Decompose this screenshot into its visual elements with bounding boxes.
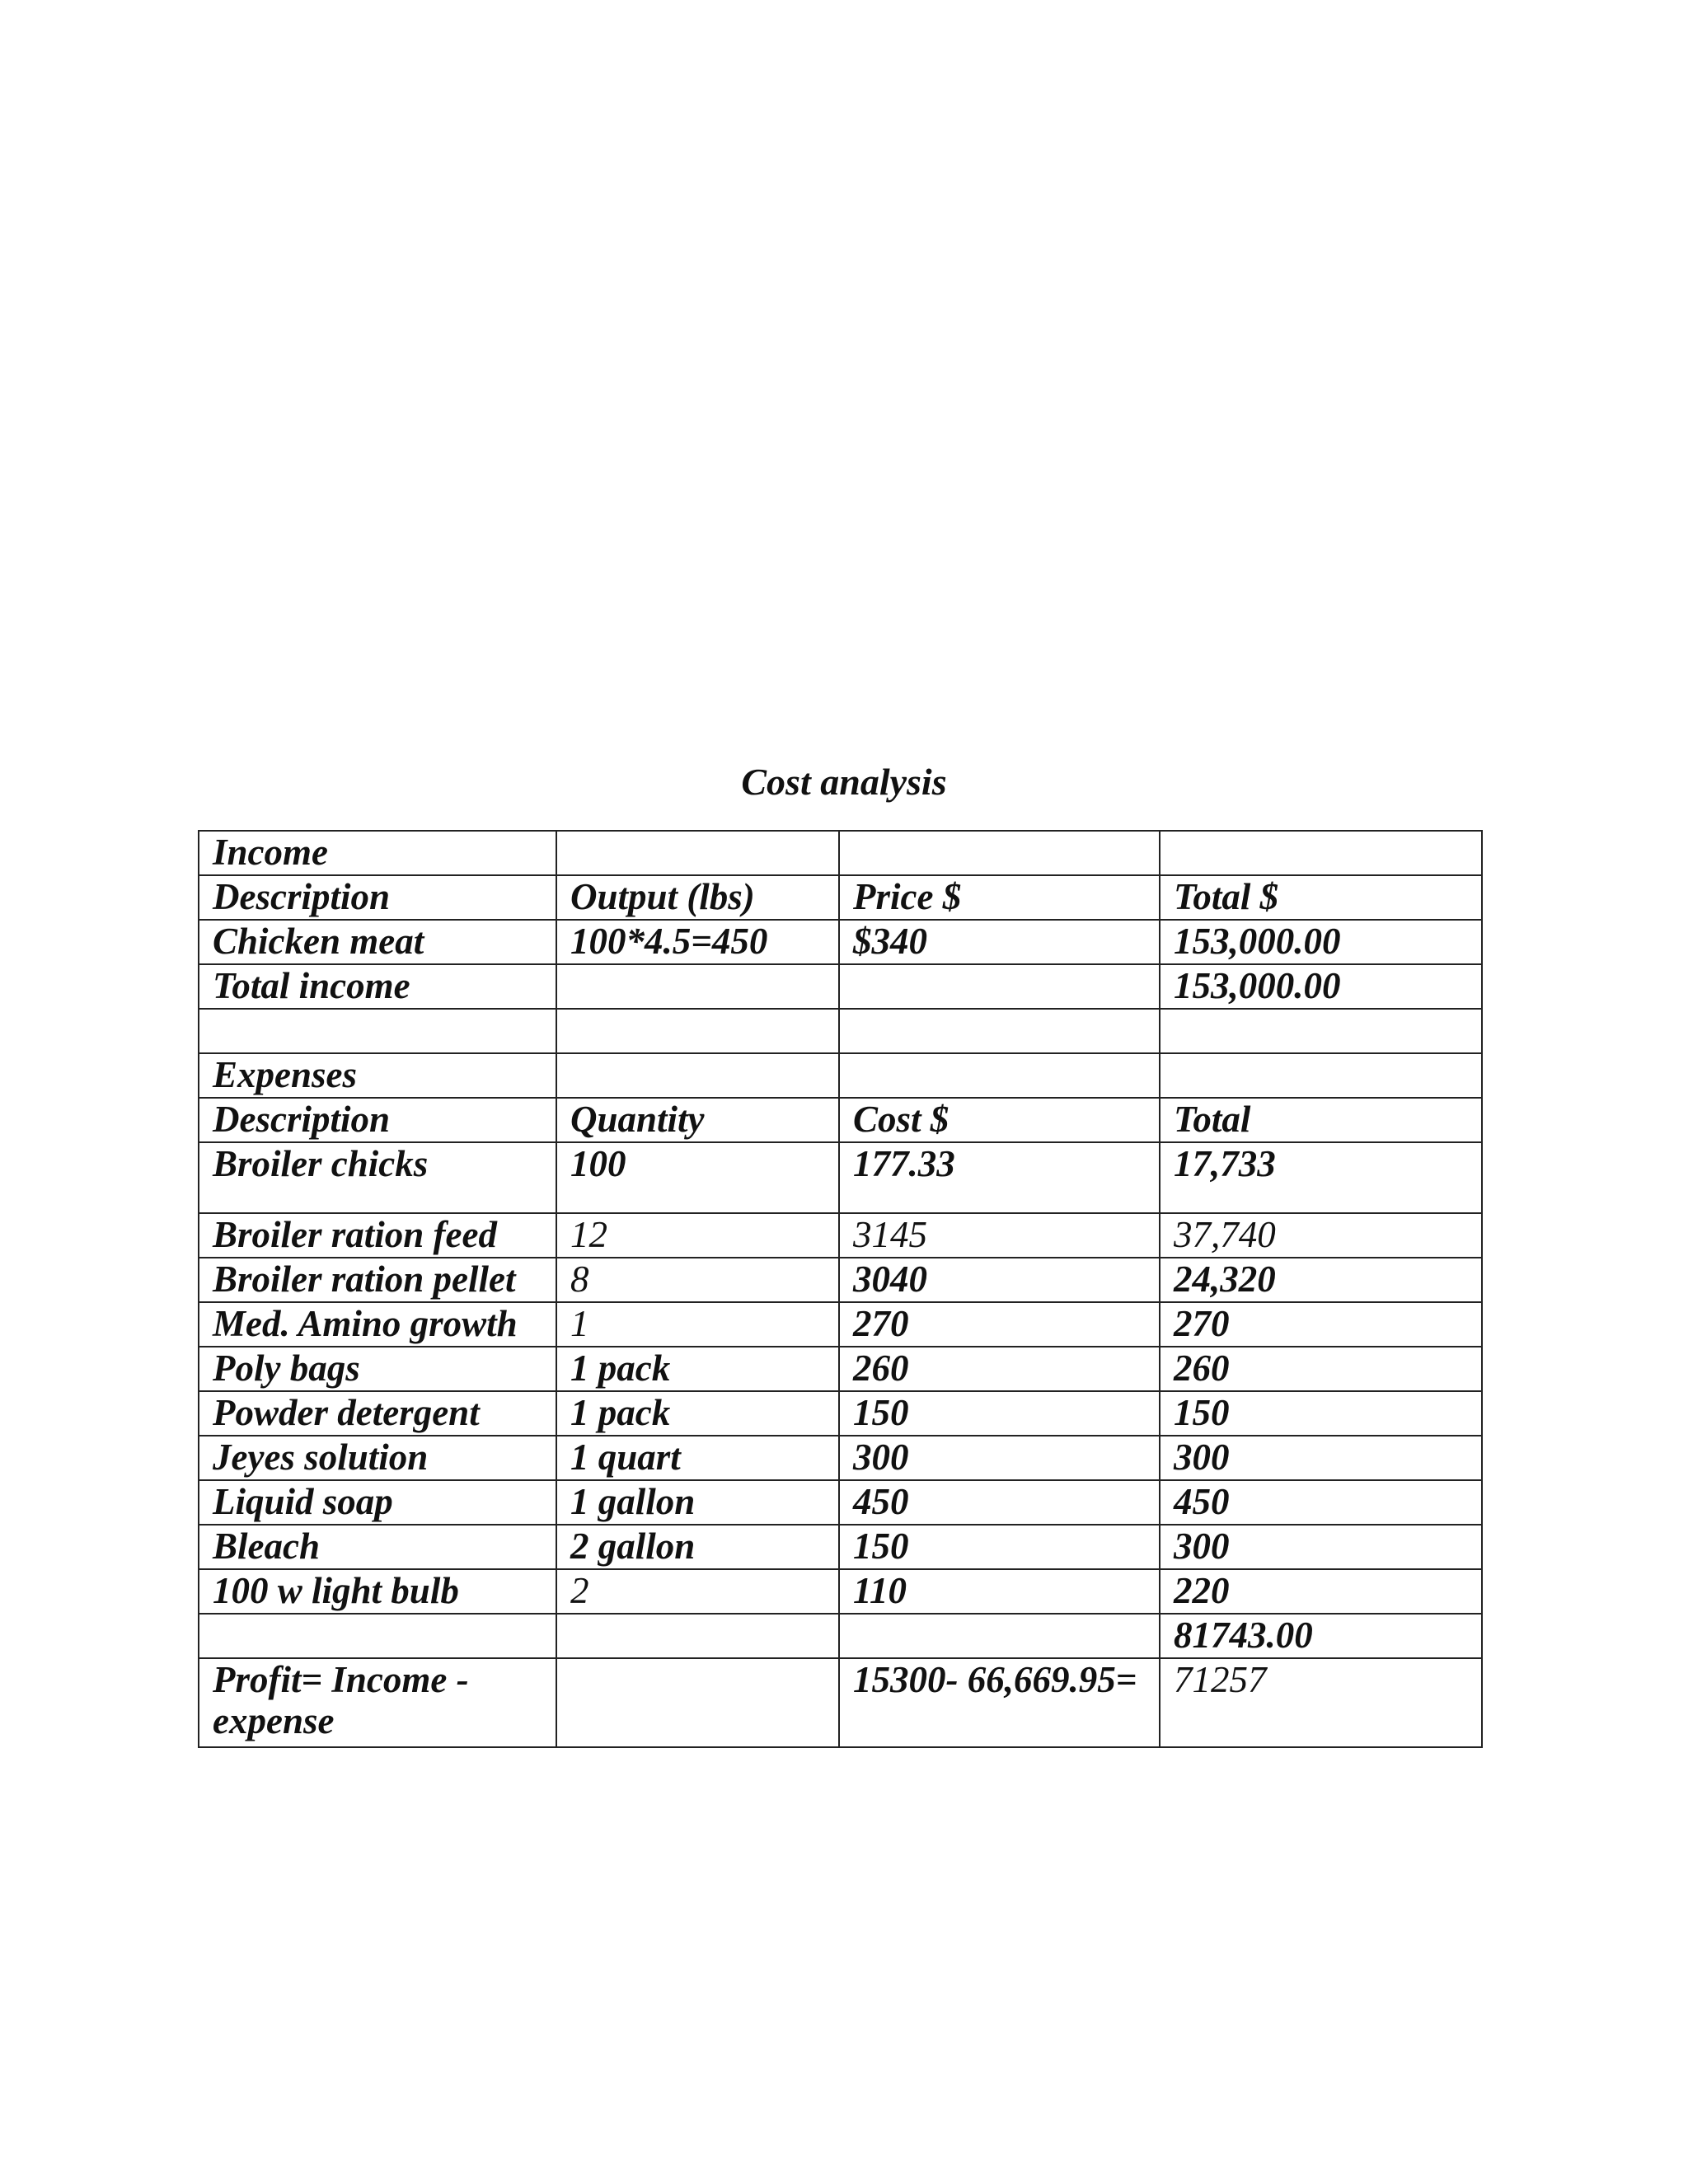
table-cell: 1 pack — [556, 1391, 839, 1436]
table-cell: 270 — [1160, 1302, 1482, 1347]
table-cell: 1 quart — [556, 1436, 839, 1480]
table-cell — [839, 1009, 1160, 1053]
table-cell: 260 — [839, 1347, 1160, 1391]
table-cell: 150 — [839, 1391, 1160, 1436]
table-cell: Quantity — [556, 1098, 839, 1142]
cost-analysis-table — [198, 830, 1483, 1748]
table-cell: 100 w light bulb — [199, 1569, 556, 1614]
table-row — [199, 831, 1482, 875]
table-cell — [199, 1009, 556, 1053]
table-cell: Description — [199, 1098, 556, 1142]
table-cell: 260 — [1160, 1347, 1482, 1391]
document-title: Cost analysis — [741, 761, 947, 803]
table-row — [199, 1098, 1482, 1142]
table-row — [199, 1480, 1482, 1525]
table-cell — [1160, 1009, 1482, 1053]
table-cell: 24,320 — [1160, 1258, 1482, 1302]
table-cell: Bleach — [199, 1525, 556, 1569]
table-row — [199, 1009, 1482, 1053]
table-cell — [839, 1053, 1160, 1098]
table-cell — [556, 1614, 839, 1658]
table-cell: 300 — [1160, 1436, 1482, 1480]
table-cell — [556, 1053, 839, 1098]
table-cell: $340 — [839, 920, 1160, 964]
table-cell: 1 gallon — [556, 1480, 839, 1525]
table-cell: 3040 — [839, 1258, 1160, 1302]
table-cell — [1160, 831, 1482, 875]
table-cell: 15300- 66,669.95= — [839, 1658, 1160, 1747]
table-cell — [556, 964, 839, 1009]
table-cell: 153,000.00 — [1160, 920, 1482, 964]
table-cell: 8 — [556, 1258, 839, 1302]
table-cell: 1 — [556, 1302, 839, 1347]
table-cell: 150 — [1160, 1391, 1482, 1436]
table-cell: 270 — [839, 1302, 1160, 1347]
table-cell: 100 — [556, 1142, 839, 1213]
table-row — [199, 1436, 1482, 1480]
table-row — [199, 1053, 1482, 1098]
table-cell: Broiler ration feed — [199, 1213, 556, 1258]
table-cell: 220 — [1160, 1569, 1482, 1614]
table-row — [199, 1347, 1482, 1391]
table-cell: Poly bags — [199, 1347, 556, 1391]
table-cell: Chicken meat — [199, 920, 556, 964]
table-row — [199, 875, 1482, 920]
table-cell — [199, 1614, 556, 1658]
table-cell: Total — [1160, 1098, 1482, 1142]
table-cell — [1160, 1053, 1482, 1098]
table-cell: Income — [199, 831, 556, 875]
table-cell: Powder detergent — [199, 1391, 556, 1436]
table-row — [199, 1213, 1482, 1258]
table-cell: Broiler ration pellet — [199, 1258, 556, 1302]
table-cell — [839, 831, 1160, 875]
table-cell: 3145 — [839, 1213, 1160, 1258]
table-row — [199, 1614, 1482, 1658]
table-cell: Liquid soap — [199, 1480, 556, 1525]
table-cell: 177.33 — [839, 1142, 1160, 1213]
table-row — [199, 1391, 1482, 1436]
table-row — [199, 1658, 1482, 1747]
table-cell: 81743.00 — [1160, 1614, 1482, 1658]
table-cell — [839, 964, 1160, 1009]
table-cell: Output (lbs) — [556, 875, 839, 920]
table-row — [199, 1569, 1482, 1614]
table-cell: Price $ — [839, 875, 1160, 920]
table-cell: 450 — [839, 1480, 1160, 1525]
table-cell: Broiler chicks — [199, 1142, 556, 1213]
table-row — [199, 1302, 1482, 1347]
table-cell: 150 — [839, 1525, 1160, 1569]
table-cell: 71257 — [1160, 1658, 1482, 1747]
table-cell: 17,733 — [1160, 1142, 1482, 1213]
table-cell: Expenses — [199, 1053, 556, 1098]
table-row — [199, 1525, 1482, 1569]
table-cell: 2 gallon — [556, 1525, 839, 1569]
table-cell: Profit= Income - expense — [199, 1658, 556, 1747]
table-cell: Med. Amino growth — [199, 1302, 556, 1347]
table-cell — [556, 1009, 839, 1053]
table-row — [199, 1142, 1482, 1213]
table-cell: 2 — [556, 1569, 839, 1614]
table-cell: 300 — [839, 1436, 1160, 1480]
table-cell: Cost $ — [839, 1098, 1160, 1142]
table-cell: Jeyes solution — [199, 1436, 556, 1480]
table-cell: 1 pack — [556, 1347, 839, 1391]
table-cell — [839, 1614, 1160, 1658]
table-cell: 12 — [556, 1213, 839, 1258]
table-cell: 110 — [839, 1569, 1160, 1614]
table-cell: 37,740 — [1160, 1213, 1482, 1258]
table-row — [199, 964, 1482, 1009]
table-cell: 153,000.00 — [1160, 964, 1482, 1009]
table-cell: Total income — [199, 964, 556, 1009]
table-cell: Description — [199, 875, 556, 920]
table-cell — [556, 831, 839, 875]
table-cell: Total $ — [1160, 875, 1482, 920]
table-cell — [556, 1658, 839, 1747]
table-row — [199, 1258, 1482, 1302]
table-cell: 450 — [1160, 1480, 1482, 1525]
table-cell: 100*4.5=450 — [556, 920, 839, 964]
table-row — [199, 920, 1482, 964]
table-cell: 300 — [1160, 1525, 1482, 1569]
